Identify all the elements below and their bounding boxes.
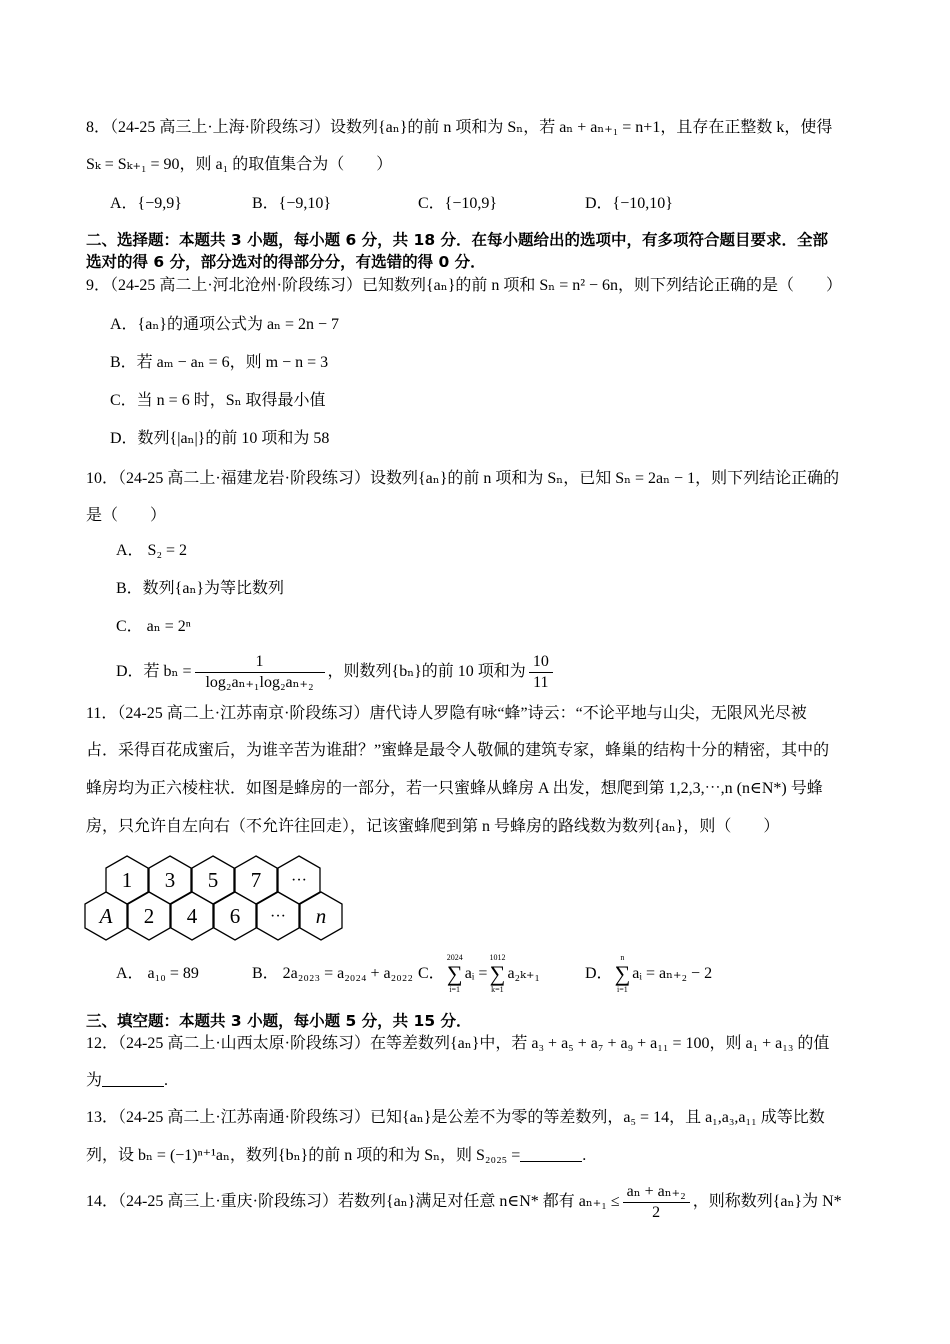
q8-stem-line1: 8．（24-25 高三上·上海·阶段练习）设数列{aₙ}的前 n 项和为 Sₙ，若 aₙ + aₙ₊₁ = n+1，且存在正整数 k，使得 [86, 119, 833, 136]
q11-option-c-middle: aᵢ = [464, 965, 488, 982]
q11-option-a: A． a₁₀ = 89 [116, 965, 199, 982]
hex-label-bottom-5: n [315, 904, 327, 928]
q11-option-d-end: aᵢ = aₙ₊₂ − 2 [632, 965, 713, 982]
q11-option-d-sum [615, 953, 631, 995]
q11-option-c-sum2 [489, 953, 505, 995]
q11-option-b: B． 2a₂₀₂₃ = a₂₀₂₄ + a₂₀₂₂ [252, 965, 413, 982]
q9-stem: 9．（24-25 高二上·河北沧州·阶段练习）已知数列{aₙ}的前 n 项和 Sₙ = n² − 6n，则下列结论正确的是（ ） [86, 277, 843, 294]
q10-stem-line1: 10．（24-25 高二上·福建龙岩·阶段练习）设数列{aₙ}的前 n 项和为 Sₙ，已知 Sₙ = 2aₙ − 1，则下列结论正确的 [86, 470, 840, 487]
q9-option-a: A．{aₙ}的通项公式为 aₙ = 2n − 7 [110, 316, 340, 333]
sigma-symbol: ∑ [489, 961, 506, 987]
q11-option-d [585, 952, 712, 996]
hex-label-top-1: 3 [164, 868, 176, 892]
q11-stem-line3: 蜂房均为正六棱柱状．如图是蜂房的一部分，若一只蜜蜂从蜂房 A 出发，想爬到第 1,2,3,⋯,n (n∈N*) 号蜂 [86, 780, 823, 797]
q13-stem-line2 [86, 1144, 870, 1168]
hex-label-bottom-4: ··· [270, 908, 286, 925]
q10-option-d-answer-numerator: 10 [529, 652, 553, 673]
hex-label-top-3: 7 [250, 868, 262, 892]
q12-stem-line2 [86, 1069, 870, 1093]
q10-option-d-middle: ，则数列{bₙ}的前 10 项和为 [327, 663, 526, 680]
hex-label-bottom-0: A [99, 904, 113, 928]
honeycomb-figure [80, 852, 350, 944]
q10-option-c: C． aₙ = 2ⁿ [116, 618, 191, 635]
q11-stem-line2: 占．采得百花成蜜后，为谁辛苦为谁甜？”蜜蜂是最令人敬佩的建筑专家，蜂巢的结构十分的精密，其中的 [86, 742, 830, 759]
q11-option-d-prefix: D． [585, 965, 613, 982]
q14-suffix: ，则称数列{aₙ}为 N* [692, 1193, 842, 1210]
q10-stem-line2: 是（ ） [86, 507, 167, 524]
q12-line2-prefix: 为 [86, 1072, 103, 1089]
hex-label-bottom-2: 4 [186, 904, 198, 928]
q10-option-d-denominator: log₂aₙ₊₁log₂aₙ₊₂ [205, 673, 314, 691]
q9-option-b: B．若 aₘ − aₙ = 6，则 m − n = 3 [110, 354, 329, 371]
q11-option-d-sum-lower: i=1 [617, 985, 628, 995]
section2-heading-line1: 二、选择题：本题共 3 小题，每小题 6 分，共 18 分．在每小题给出的选项中，有多项符合题目要求．全部 [86, 231, 829, 249]
q11-option-c-prefix: C． [418, 965, 445, 982]
section2-heading-line2: 选对的得 6 分，部分选对的得部分分，有选错的得 0 分． [86, 253, 486, 271]
hex-label-top-2: 5 [207, 868, 219, 892]
q11-stem-line4: 房，只允许自左向右（不允许往回走），记该蜜蜂爬到第 n 号蜂房的路线数为数列{aₙ}，则（ ） [86, 818, 780, 835]
hex-label-top-4: ··· [291, 872, 307, 889]
q11-option-c-end: a₂ₖ₊₁ [507, 965, 540, 982]
sigma-symbol: ∑ [446, 961, 463, 987]
q8-option-d: D．{−10,10} [585, 195, 673, 212]
q11-option-c-sum2-upper: 1012 [489, 953, 506, 963]
hex-label-bottom-3: 6 [229, 904, 241, 928]
q8-option-a: A．{−9,9} [110, 195, 182, 212]
q13-answer-blank[interactable] [520, 1145, 582, 1162]
q11-option-c-sum2-lower: k=1 [491, 985, 504, 995]
q14-fraction [623, 1182, 690, 1223]
q10-option-d-answer-denominator: 11 [533, 673, 549, 691]
q12-answer-blank[interactable] [102, 1070, 164, 1087]
q9-option-c: C．当 n = 6 时，Sₙ 取得最小值 [110, 392, 326, 409]
q10-option-d-answer-fraction [529, 652, 553, 693]
q11-option-c [418, 952, 540, 996]
q11-option-c-sum1-lower: i=1 [449, 985, 461, 995]
q8-option-c: C．{−10,9} [418, 195, 498, 212]
q10-option-d-prefix: D．若 bₙ = [116, 663, 192, 680]
q12-line2-suffix: . [164, 1072, 169, 1089]
q13-line2-suffix: . [582, 1147, 587, 1164]
section3-heading: 三、填空题：本题共 3 小题，每小题 5 分，共 15 分． [86, 1012, 472, 1030]
q10-option-a: A． S₂ = 2 [116, 542, 188, 559]
q13-stem-line1: 13．（24-25 高二上·江苏南通·阶段练习）已知{aₙ}是公差不为零的等差数列，a₅ = 14，且 a₁,a₃,a₁₁ 成等比数 [86, 1109, 825, 1126]
q10-option-b: B．数列{aₙ}为等比数列 [116, 580, 285, 597]
q12-stem-line1: 12．（24-25 高二上·山西太原·阶段练习）在等差数列{aₙ}中，若 a₃ + a₅ + a₇ + a₉ + a₁₁ = 100，则 a₁ + a₁₃ 的值 [86, 1035, 830, 1052]
q14-stem [86, 1180, 870, 1224]
q13-line2-prefix: 列，设 bₙ = (−1)ⁿ⁺¹aₙ，数列{bₙ}的前 n 项的和为 Sₙ，则 S₂₀₂₅ = [86, 1147, 521, 1164]
q8-option-b: B．{−9,10} [252, 195, 332, 212]
q9-option-d: D．数列{|aₙ|}的前 10 项和为 58 [110, 430, 330, 447]
q8-stem-line2: Sₖ = Sₖ₊₁ = 90，则 a₁ 的取值集合为（ ） [86, 156, 393, 173]
q11-stem-line1: 11．（24-25 高二上·江苏南京·阶段练习）唐代诗人罗隐有咏“蜂”诗云：“不论平地与山尖，无限风光尽被 [86, 705, 807, 722]
hex-label-top-0: 1 [121, 868, 133, 892]
hex-label-bottom-1: 2 [143, 904, 155, 928]
q14-prefix: 14．（24-25 高三上·重庆·阶段练习）若数列{aₙ}满足对任意 n∈N* 都有 aₙ₊₁ ≤ [86, 1193, 620, 1210]
q11-option-c-sum1 [447, 953, 463, 995]
q11-option-d-sum-upper: n [620, 953, 625, 963]
q14-fraction-numerator: aₙ + aₙ₊₂ [623, 1182, 690, 1203]
sigma-symbol: ∑ [614, 961, 631, 987]
q10-option-d-fraction [195, 652, 325, 693]
q10-option-d [116, 650, 556, 694]
q11-option-c-sum1-upper: 2024 [446, 953, 463, 963]
q10-option-d-numerator: 1 [195, 652, 325, 673]
q14-fraction-denominator: 2 [652, 1203, 661, 1221]
